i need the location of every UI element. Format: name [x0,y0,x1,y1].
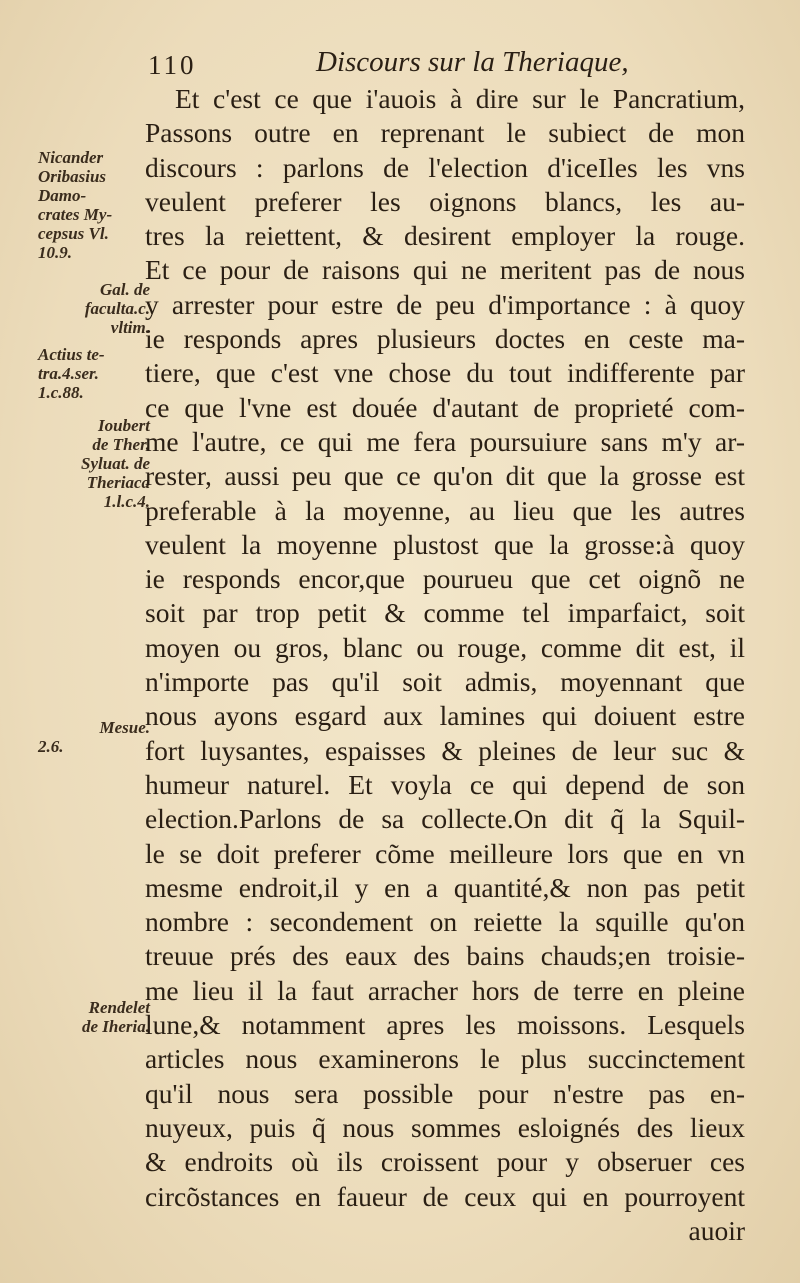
running-title: Discours sur la Theriaque, [316,46,629,78]
text-line: & endroits où ils croissent pour y obseruer ces [145,1146,745,1178]
margin-note-line: de Ther. [92,435,150,454]
text-line: lune,& notamment apres les moissons. Lesquels [145,1009,745,1041]
text-line: preferable à la moyenne, au lieu que les autres [145,494,745,526]
margin-note-line: 2.6. [38,737,64,756]
text-line: qu'il nous sera possible pour n'estre pas en- [145,1077,745,1109]
margin-note-rendelet [38,998,150,1036]
margin-note-line: crates My- [38,205,113,224]
margin-note-line: Actius te- [38,345,105,364]
margin-note-line: 10.9. [38,243,72,262]
margin-note-line: Syluat. de [81,454,150,473]
margin-note-line: 1.l.c.4. [103,492,150,511]
margin-note-line: Rendelet [88,998,150,1017]
text-line: ie responds encor,que pourueu que cet oignõ ne [145,563,745,595]
text-line: nombre : secondement on reiette la squille qu'on [145,906,745,938]
text-line: y arrester pour estre de peu d'importance : à quoy [145,288,745,320]
text-line: mesme endroit,il y en a quantité,& non pas petit [145,871,745,903]
margin-note-actius [38,345,150,402]
text-line: tiere, que c'est vne chose du tout indifferente par [145,357,745,389]
margin-note-line: 1.c.88. [38,383,84,402]
margin-note-galen [38,280,150,337]
margin-note-line: cepsus Vl. [38,224,109,243]
text-line: veulent preferer les oignons blancs, les au- [145,185,745,217]
margin-note-line: faculta.c. [84,299,150,318]
text-line: treuue prés des eaux des bains chauds;en troisie- [145,940,745,972]
body-text [145,82,745,1248]
margin-note-line: Ioubert [98,416,150,435]
margin-note-line: Nicander [38,148,104,167]
text-line: le se doit preferer cõme meilleure lors que en vn [145,837,745,869]
page-header [148,46,748,86]
text-line: Passons outre en reprenant le subiect de mon [145,117,745,149]
margin-note-mesue [38,718,150,756]
text-line: veulent la moyenne plustost que la grosse:à quoy [145,528,745,560]
text-line: Et c'est ce que i'auois à dire sur le Pancratium, [175,83,745,114]
text-line: discours : parlons de l'election d'iceIles les vns [145,151,745,183]
text-line: ie responds apres plusieurs doctes en ceste ma- [145,323,745,355]
text-line: me l'autre, ce qui me fera poursuiure sans m'y ar- [145,425,745,457]
margin-note-line: Damo- [38,186,87,205]
text-line: Et ce pour de raisons qui ne meritent pas de nous [145,254,745,286]
text-line: tres la reiettent, & desirent employer la rouge. [145,220,745,252]
margin-note-ioubert [38,416,150,511]
text-line: n'importe pas qu'il soit admis, moyennant que [145,666,745,698]
text-line: nous ayons esgard aux lamines qui doiuent estre [145,700,745,732]
margin-note-line: Oribasius [38,167,107,186]
margin-note-line: Theriaca [86,473,150,492]
text-line: circõstances en faueur de ceux qui en pourroyent [145,1180,745,1212]
margin-note-nicander [38,148,150,262]
text-line: humeur naturel. Et voyla ce qui depend de son [145,768,745,800]
margin-notes [38,148,150,1036]
page-number: 110 [148,50,197,80]
text-line: election.Parlons de sa collecte.On dit q̃ la Squil- [145,803,745,835]
margin-note-line: de Iheria. [82,1017,150,1036]
margin-note-line: Gal. de [99,280,150,299]
text-line: nuyeux, puis q̃ nous sommes esloignés des lieux [145,1111,745,1143]
margin-note-line: vltim. [110,318,150,337]
text-line: soit par trop petit & comme tel imparfaict, soit [145,597,745,629]
text-line: ce que l'vne est douée d'autant de proprieté com- [145,391,745,423]
text-line: me lieu il la faut arracher hors de terre en pleine [145,974,745,1006]
text-line: fort luysantes, espaisses & pleines de leur suc & [145,734,745,766]
text-line: articles nous examinerons le plus succinctement [145,1043,745,1075]
text-line: rester, aussi peu que ce qu'on dit que la grosse est [145,460,745,492]
margin-note-line: Mesue. [99,718,150,737]
margin-note-line: tra.4.ser. [38,364,99,383]
text-line: moyen ou gros, blanc ou rouge, comme dit est, il [145,631,745,663]
catchword: auoir [688,1214,745,1246]
